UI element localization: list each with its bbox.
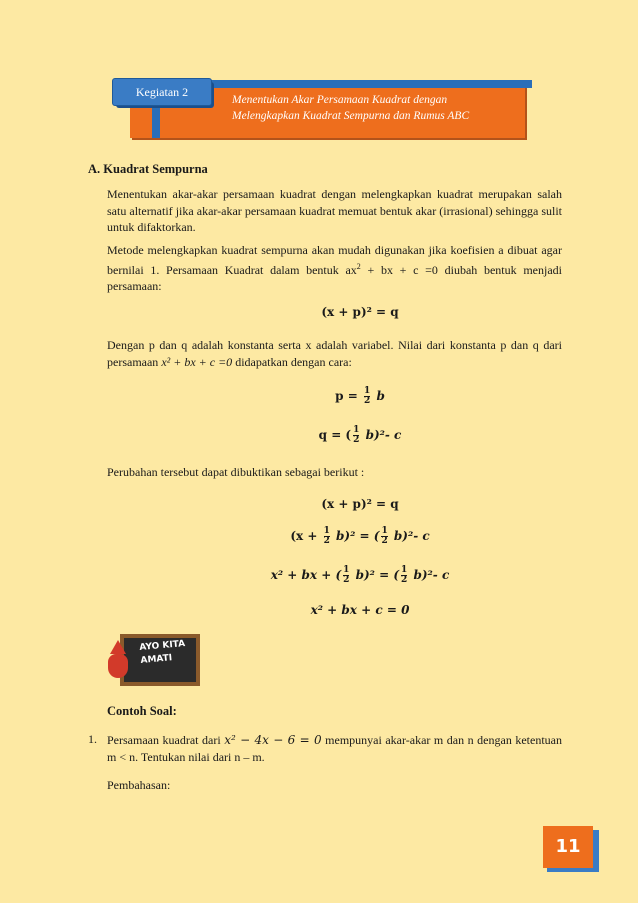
example-text-b: mempunyai akar-akar m dan n dengan ketentuan m < n. Tentukan nilai dari n – m. xyxy=(107,733,562,764)
eq3-b: b)² = ( xyxy=(336,529,380,543)
paragraph-constants-b: didapatkan dengan cara: xyxy=(232,354,352,369)
frac-num: 1 xyxy=(323,526,330,536)
frac-den: 2 xyxy=(363,396,371,406)
frac-num: 1 xyxy=(363,386,371,396)
inline-equation: x² + bx + c =0 xyxy=(161,354,233,369)
eq4-c: b)²- c xyxy=(413,568,450,582)
paragraph-method xyxy=(107,242,562,295)
equation-completed-square: (x + p)² = q xyxy=(321,305,399,319)
banner-title xyxy=(232,92,527,124)
q-lhs: q = ( xyxy=(318,428,352,442)
paragraph-intro: Menentukan akar-akar persamaan kuadrat dengan melengkapkan kuadrat merupakan salah satu alternatif jika akar-akar persamaan kuadrat memuat bentuk akar (irrasional) sehingga sulit untuk difaktorkan. xyxy=(107,187,562,234)
fraction-half xyxy=(364,387,370,406)
fraction-half xyxy=(324,527,330,546)
fraction-half xyxy=(343,566,349,585)
frac-den: 2 xyxy=(353,435,360,445)
frac-den: 2 xyxy=(381,536,388,546)
b-var: b xyxy=(376,389,385,403)
paragraph-method-b: + bx + c =0 diubah bentuk menjadi persamaan: xyxy=(107,262,562,293)
equation-q-definition xyxy=(80,426,638,445)
paragraph-constants-a: Dengan p dan q adalah konstanta serta x adalah variabel. Nilai dari konstanta p dan q dari persamaan xyxy=(107,338,562,369)
frac-den: 2 xyxy=(343,575,350,585)
pembahasan-label: Pembahasan: xyxy=(107,778,171,792)
banner-title-line2: Melengkapkan Kuadrat Sempurna dan Rumus ABC xyxy=(232,110,470,122)
equation-proof-2 xyxy=(80,527,638,546)
pencil-mascot-icon xyxy=(110,640,126,654)
fraction-half xyxy=(353,426,359,445)
frac-den: 2 xyxy=(401,575,408,585)
fraction-half xyxy=(381,527,387,546)
frac-num: 1 xyxy=(353,425,360,435)
eq5: x² + bx + c = 0 xyxy=(310,603,410,617)
board-line2: AMATI xyxy=(140,653,173,666)
frac-num: 1 xyxy=(401,565,408,575)
eq3-c: b)²- c xyxy=(393,529,430,543)
p-lhs: p = xyxy=(335,389,362,403)
example-equation: x² − 4x − 6 = 0 xyxy=(224,733,322,747)
equation-proof-3 xyxy=(80,566,638,585)
example-question xyxy=(107,732,562,765)
eq4-a: x² + bx + ( xyxy=(270,568,342,582)
board-line1: AYO KITA xyxy=(139,639,186,654)
fraction-half xyxy=(401,566,407,585)
banner-title-line1: Menentukan Akar Persamaan Kuadrat dengan xyxy=(232,94,448,106)
paragraph-proof: Perubahan tersebut dapat dibuktikan sebagai berikut : xyxy=(107,465,365,479)
page-number: 11 xyxy=(543,826,593,868)
pencil-mascot-body xyxy=(108,654,128,678)
frac-num: 1 xyxy=(343,565,350,575)
frac-den: 2 xyxy=(323,536,330,546)
chalkboard-label xyxy=(139,638,187,668)
paragraph-method-a: Metode melengkapkan kuadrat sempurna akan mudah digunakan jika koefisien a dibuat agar bernilai 1. Persamaan Kuadrat dalam bentuk ax xyxy=(107,243,562,277)
example-text-a: Persamaan kuadrat dari xyxy=(107,733,225,747)
eq3-a: (x + xyxy=(290,529,322,543)
q-rhs: b)²- c xyxy=(365,428,402,442)
eq4-b: b)² = ( xyxy=(355,568,400,582)
kegiatan-tag: Kegiatan 2 xyxy=(112,78,212,106)
example-heading: Contoh Soal: xyxy=(107,704,177,718)
frac-num: 1 xyxy=(381,526,388,536)
section-heading: A. Kuadrat Sempurna xyxy=(88,162,208,176)
paragraph-constants xyxy=(107,337,562,370)
equation-p-definition xyxy=(80,387,638,406)
equation-proof-1: (x + p)² = q xyxy=(321,497,399,511)
equation-proof-4 xyxy=(80,603,638,617)
example-number: 1. xyxy=(88,732,97,746)
superscript: 2 xyxy=(356,261,361,271)
